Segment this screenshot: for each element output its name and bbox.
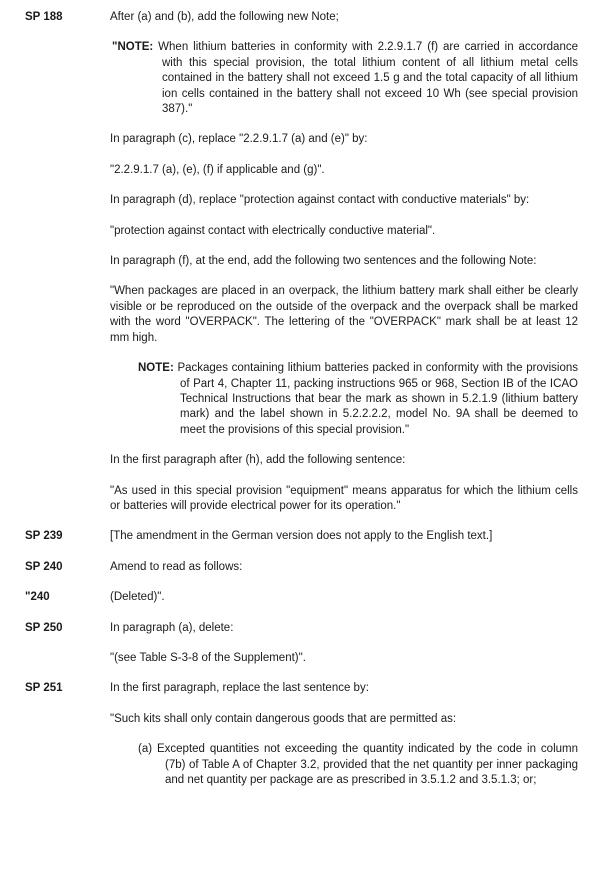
paragraph-f-instruction: In paragraph (f), at the end, add the following two sentences and the following Note: <box>110 255 537 268</box>
paragraph-a-delete: In paragraph (a), delete: <box>110 621 234 634</box>
list-item-text: Excepted quantities not exceeding the quantity indicated by the code in column (7b) of Table A of Chapter 3.2, provided that the net quantity per inner packaging and net quantity per package are as prescribed in 3.5.1.2 and 3.5.1.3; or; <box>156 743 578 786</box>
section-content <box>110 590 578 620</box>
list-item-label: (a) <box>138 743 153 756</box>
section-sp250 <box>25 621 578 682</box>
paragraph-equipment-definition: "As used in this special provision "equipment" means apparatus for which the lithium cells or batteries will provide electrical power for its operation." <box>110 484 578 512</box>
note-label: NOTE: <box>138 362 174 375</box>
section-240-deleted <box>25 590 578 620</box>
paragraph-d-replace: In paragraph (d), replace "protection against contact with conductive materials" by: <box>110 194 530 207</box>
paragraph-intro-note: After (a) and (b), add the following new Note; <box>110 11 339 23</box>
section-sp188 <box>25 10 578 529</box>
paragraph-d-replacement: "protection against contact with electrically conductive material". <box>110 224 436 237</box>
paragraph-table-supplement: "(see Table S-3-8 of the Supplement)". <box>110 651 306 664</box>
paragraph-overpack: "When packages are placed in an overpack, the lithium battery mark shall either be clearly visible or be reproduced on the outside of the overpack and the overpack shall be marked with the word "OVERPACK". The lettering of the "OVERPACK" mark shall be at least 12 mm high. <box>110 285 578 344</box>
section-content <box>110 10 578 529</box>
sp-number-label: SP 239 <box>25 530 63 543</box>
paragraph-deleted: (Deleted)". <box>110 591 165 604</box>
list-item-a <box>138 742 578 788</box>
section-content <box>110 560 578 590</box>
note-label: "NOTE: <box>112 41 154 54</box>
sp-number-label: "240 <box>25 591 50 604</box>
note-text: Packages containing lithium batteries packed in conformity with the provisions of Part 4, Chapter 11, packing instructions 965 or 968, Section IB of the ICAO Technical Instructions that bear the mark as shown in 5.2.1.9 (lithium battery mark) and the label shown in 5.2.2.2.2, model No. 9A shall be deemed to meet the provisions of this special provision." <box>177 362 578 436</box>
note-block-packages <box>138 361 578 438</box>
sp-number-label: SP 251 <box>25 682 63 695</box>
section-sp251 <box>25 681 578 803</box>
note-text: When lithium batteries in conformity with 2.2.9.1.7 (f) are carried in accordance with this special provision, the total lithium content of all lithium metal cells contained in the battery shall not exceed 1.5 g and the total capacity of all lithium ion cells contained in the battery shall not exceed 10 Wh (see special provision 387)." <box>158 41 578 116</box>
paragraph-german-version: [The amendment in the German version does not apply to the English text.] <box>110 530 493 543</box>
section-content <box>110 621 578 682</box>
paragraph-replace-last-sentence: In the first paragraph, replace the last sentence by: <box>110 682 369 695</box>
paragraph-kits: "Such kits shall only contain dangerous goods that are permitted as: <box>110 712 457 725</box>
section-sp239 <box>25 529 578 559</box>
sp-number-label: SP 188 <box>25 11 63 23</box>
paragraph-h-instruction: In the first paragraph after (h), add the following sentence: <box>110 454 406 467</box>
note-block-lithium-content <box>112 40 578 117</box>
section-sp240 <box>25 560 578 590</box>
section-content <box>110 529 578 559</box>
sp-number-label: SP 250 <box>25 621 63 634</box>
paragraph-c-replacement: "2.2.9.1.7 (a), (e), (f) if applicable and (g)". <box>110 163 325 176</box>
sp-number-label: SP 240 <box>25 560 63 573</box>
section-content <box>110 681 578 803</box>
paragraph-amend: Amend to read as follows: <box>110 560 243 573</box>
paragraph-c-replace: In paragraph (c), replace "2.2.9.1.7 (a) and (e)" by: <box>110 133 368 146</box>
